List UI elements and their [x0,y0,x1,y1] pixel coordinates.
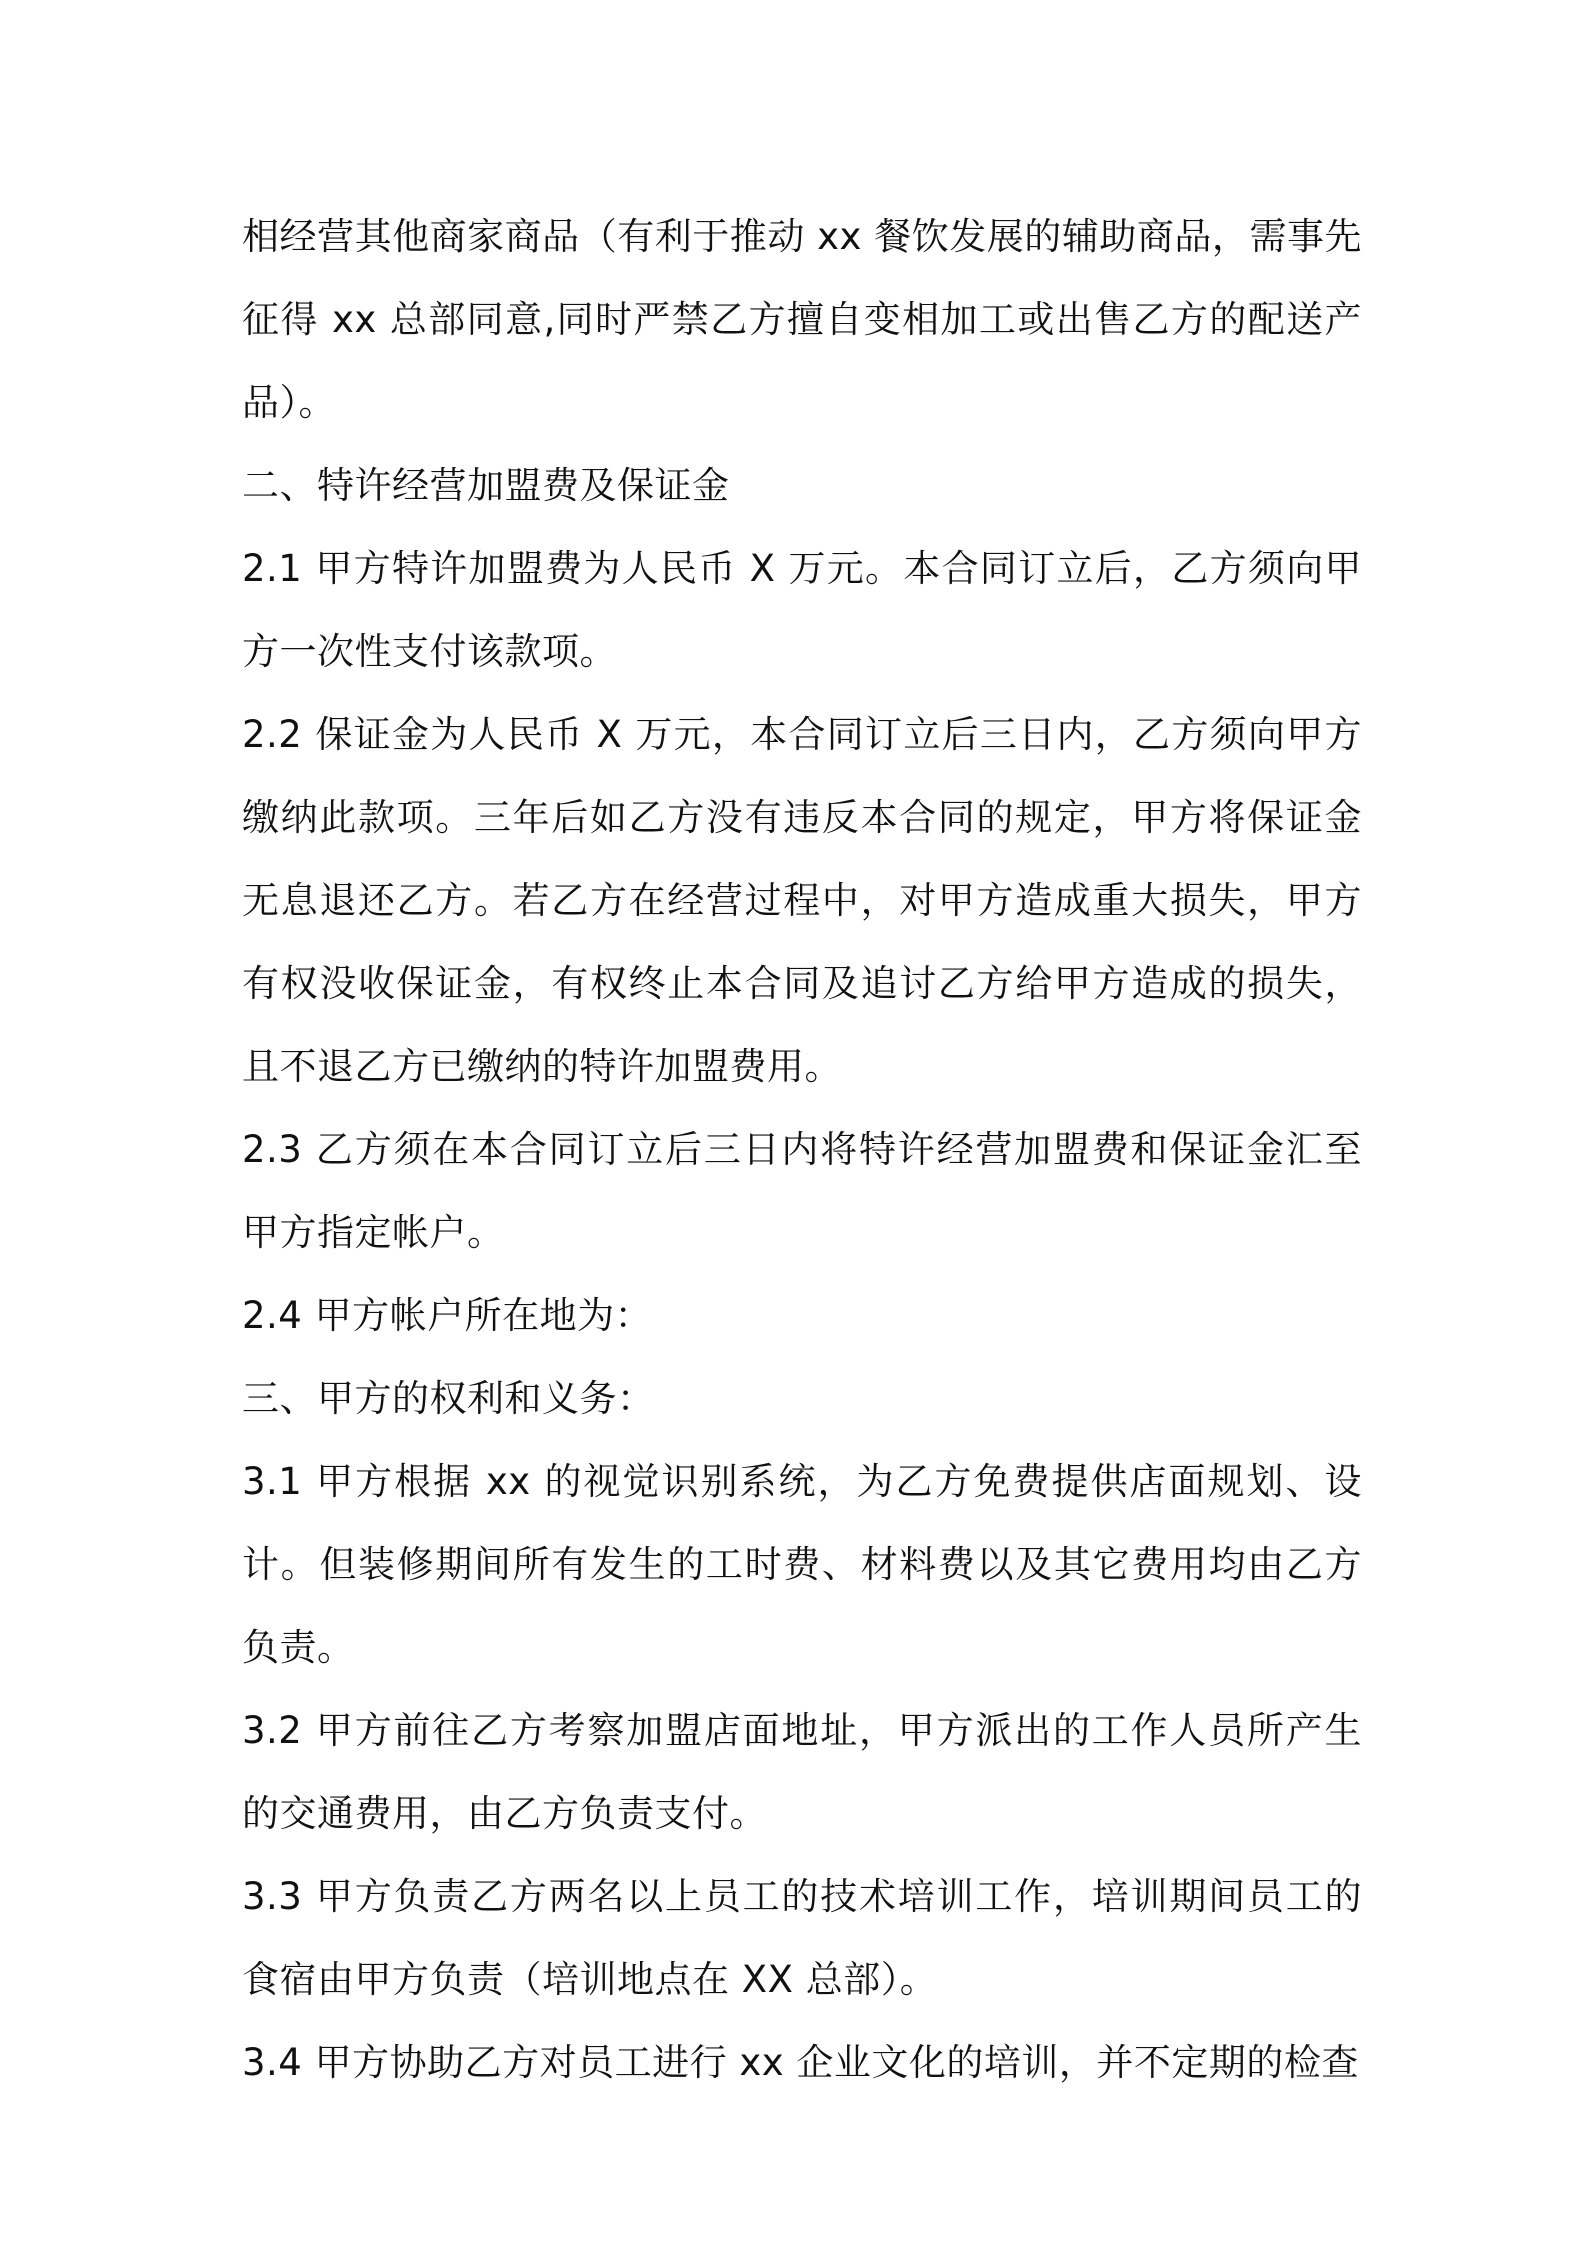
clause-2-2: 2.2 保证金为人民币 X 万元，本合同订立后三日内，乙方须向甲方缴纳此款项。三年后如乙方没有违反本合同的规定，甲方将保证金无息退还乙方。若乙方在经营过程中，对甲方造成重大损失，甲方有权没收保证金，有权终止本合同及追讨乙方给甲方造成的损失，且不退乙方已缴纳的特许加盟费用。 [242,713,1362,1088]
paragraph-continuation: 相经营其他商家商品（有利于推动 xx 餐饮发展的辅助商品，需事先征得 xx 总部同意,同时严禁乙方擅自变相加工或出售乙方的配送产品）。 [242,215,1362,424]
clause-3-3: 3.3 甲方负责乙方两名以上员工的技术培训工作，培训期间员工的食宿由甲方负责（培训地点在 XX 总部）。 [242,1875,1362,2001]
clause-3-2: 3.2 甲方前往乙方考察加盟店面地址，甲方派出的工作人员所产生的交通费用，由乙方负责支付。 [242,1709,1362,1835]
clause-3-1: 3.1 甲方根据 xx 的视觉识别系统，为乙方免费提供店面规划、设计。但装修期间所有发生的工时费、材料费以及其它费用均由乙方负责。 [242,1460,1362,1669]
section-heading-3: 三、甲方的权利和义务： [242,1377,655,1420]
clause-2-1: 2.1 甲方特许加盟费为人民币 X 万元。本合同订立后，乙方须向甲方一次性支付该款项。 [242,547,1362,673]
contract-text [242,195,1362,2104]
section-heading-2: 二、特许经营加盟费及保证金 [242,464,730,507]
clause-3-4: 3.4 甲方协助乙方对员工进行 xx 企业文化的培训，并不定期的检查 [242,2041,1359,2084]
clause-2-4: 2.4 甲方帐户所在地为： [242,1294,653,1337]
clause-2-3: 2.3 乙方须在本合同订立后三日内将特许经营加盟费和保证金汇至甲方指定帐户。 [242,1128,1362,1254]
